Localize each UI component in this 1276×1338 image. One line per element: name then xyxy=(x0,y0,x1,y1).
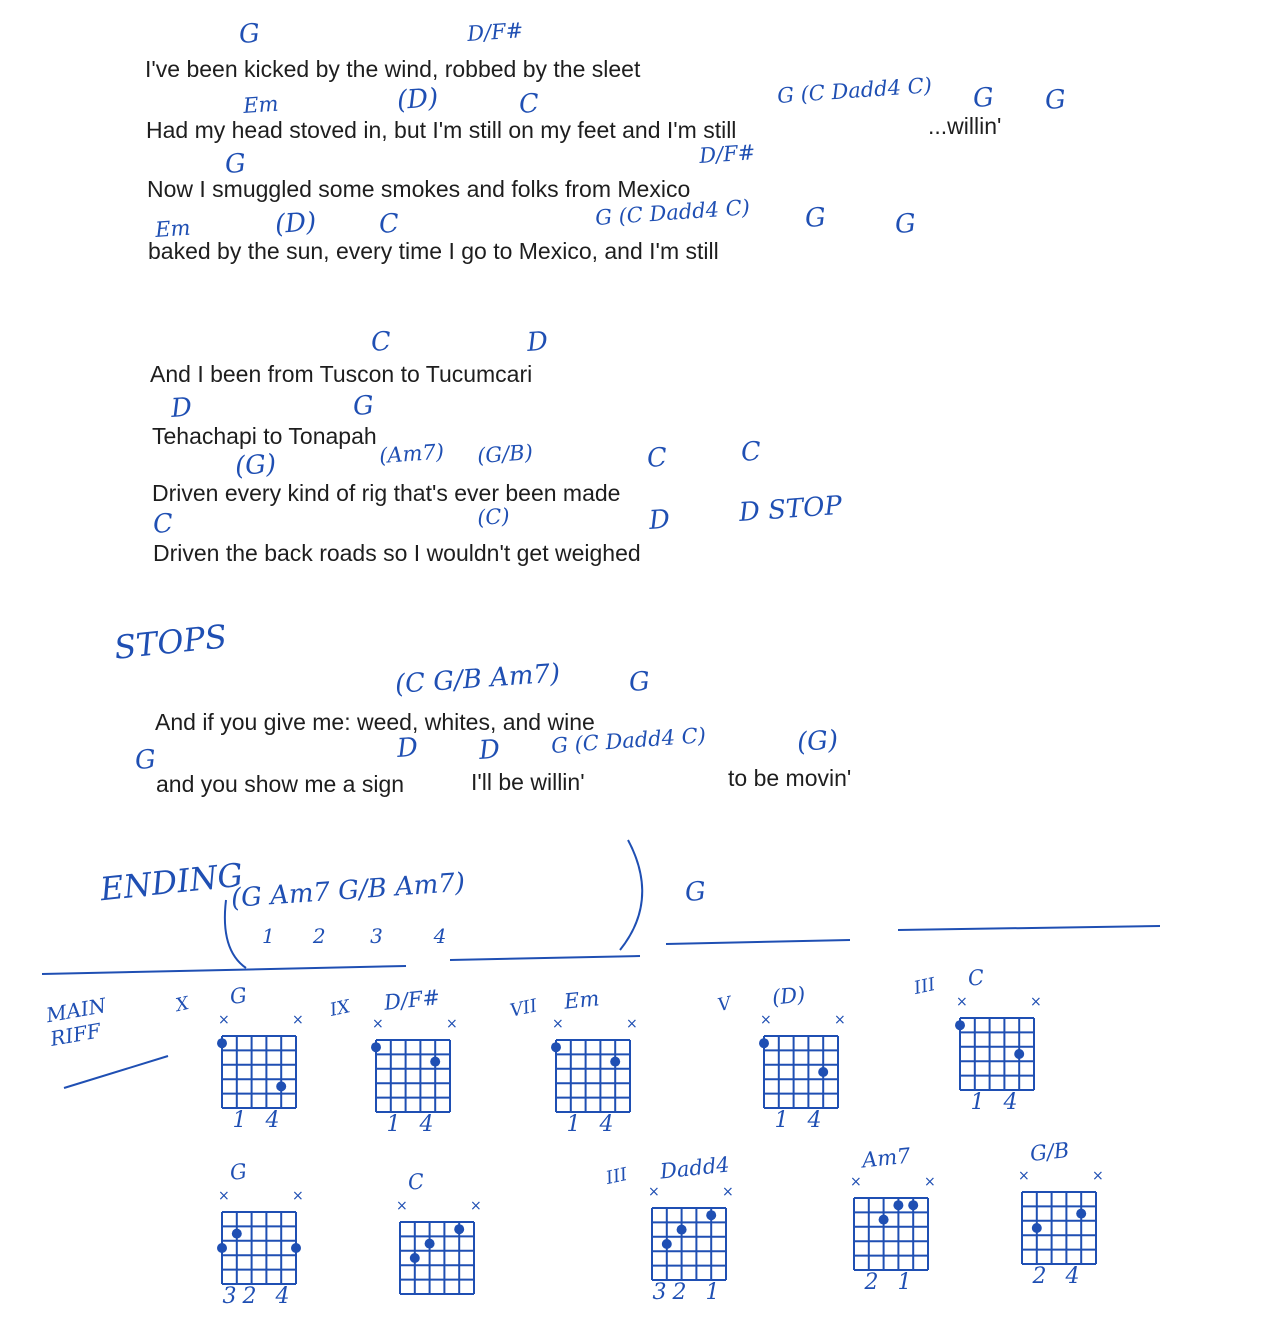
finger-dot xyxy=(955,1020,965,1030)
chord-chart-position: IX xyxy=(328,996,352,1021)
finger-dot xyxy=(371,1042,381,1052)
chord-c5: C xyxy=(518,88,540,120)
muted-string-mark: × xyxy=(470,1198,482,1214)
chord-chart-name: G xyxy=(228,1159,248,1185)
chord-c36: (G) xyxy=(796,725,840,758)
chord-chart-position: VII xyxy=(508,995,540,1022)
finger-dot xyxy=(908,1200,918,1210)
chord-c3: Em xyxy=(242,91,280,118)
chord-chart-position: X xyxy=(173,992,191,1017)
chord-c11: Em xyxy=(154,215,192,242)
lyric-line-8: Driven the back roads so I wouldn't get weighed xyxy=(153,540,641,566)
chord-c18: D xyxy=(526,326,549,358)
muted-string-mark: × xyxy=(292,1012,304,1028)
chord-chart-name: G xyxy=(228,983,248,1009)
chord-chart xyxy=(216,1159,304,1312)
muted-string-mark: × xyxy=(760,1012,772,1028)
chord-c27: (C) xyxy=(476,503,511,530)
chord-c35: G (C Dadd4 C) xyxy=(550,723,707,758)
chord-chart xyxy=(328,985,458,1140)
chord-c9: G xyxy=(224,148,247,180)
lyric-line-6: Tehachapi to Tonapah xyxy=(152,423,377,449)
chord-c23: (G/B) xyxy=(476,440,534,468)
muted-string-mark: × xyxy=(218,1012,230,1028)
chord-chart-name: Dadd4 xyxy=(658,1152,731,1184)
muted-string-mark: × xyxy=(850,1174,862,1190)
chord-c26: C xyxy=(152,508,174,540)
stops-label: STOPS xyxy=(112,617,229,667)
chord-chart-name: Am7 xyxy=(860,1143,912,1173)
chord-chart-fingering: 2 1 xyxy=(864,1270,918,1295)
finger-dot xyxy=(217,1243,227,1253)
chord-c24: C xyxy=(646,442,668,474)
finger-dot xyxy=(454,1224,464,1234)
chord-c17: C xyxy=(370,326,392,358)
ending-label: ENDING xyxy=(98,855,245,909)
finger-dot xyxy=(893,1200,903,1210)
finger-dot xyxy=(818,1067,828,1077)
chord-c20: G xyxy=(352,390,375,422)
chord-chart-fingering: 1 4 xyxy=(774,1108,828,1133)
lyric-line-2-end: ...willin' xyxy=(928,113,1002,139)
chord-chart-position: III xyxy=(912,974,938,999)
chord-c6: G (C Dadd4 C) xyxy=(776,73,933,108)
chord-c12: (D) xyxy=(274,207,318,240)
muted-string-mark: × xyxy=(552,1016,564,1032)
chord-chart-name: C xyxy=(406,1169,426,1195)
finger-dot xyxy=(410,1253,420,1263)
muted-string-mark: × xyxy=(396,1198,408,1214)
finger-dot xyxy=(706,1210,716,1220)
finger-dot xyxy=(291,1243,301,1253)
chord-chart xyxy=(848,1143,936,1298)
chord-chart-name: G/B xyxy=(1028,1138,1071,1166)
fretboard-diagram xyxy=(394,1198,482,1322)
chord-c13: C xyxy=(378,208,400,240)
finger-dot xyxy=(879,1215,889,1225)
lyric-line-10a: and you show me a sign xyxy=(156,771,405,797)
chord-chart-name: Em xyxy=(562,986,601,1014)
finger-dot xyxy=(430,1057,440,1067)
chord-chart xyxy=(394,1169,482,1322)
chord-chart-fingering: 1 4 xyxy=(566,1112,620,1137)
chord-chart-fingering: 1 4 xyxy=(970,1090,1024,1115)
chord-chart-fingering: 1 4 xyxy=(232,1108,286,1133)
muted-string-mark: × xyxy=(446,1016,458,1032)
chord-c29: D STOP xyxy=(738,490,843,528)
chord-c16: G xyxy=(894,208,917,240)
chord-c32: G xyxy=(134,744,157,776)
chord-c2: D/F# xyxy=(466,18,525,46)
ending-chords: (G Am7 G/B Am7) xyxy=(230,867,467,914)
chord-chart xyxy=(912,965,1042,1118)
lyric-line-7: Driven every kind of rig that's ever been made xyxy=(152,480,621,506)
chord-c33: D xyxy=(396,732,419,764)
chord-chart xyxy=(508,986,638,1140)
finger-dot xyxy=(610,1057,620,1067)
chord-c34: D xyxy=(478,734,501,766)
finger-dot xyxy=(232,1229,242,1239)
chord-chart-name: D/F# xyxy=(382,985,442,1015)
chord-chart xyxy=(173,983,304,1136)
muted-string-mark: × xyxy=(372,1016,384,1032)
muted-string-mark: × xyxy=(924,1174,936,1190)
chord-c30: (C G/B Am7) xyxy=(394,658,562,700)
finger-dot xyxy=(425,1239,435,1249)
muted-string-mark: × xyxy=(1092,1168,1104,1184)
finger-dot xyxy=(662,1239,672,1249)
chord-c31: G xyxy=(628,666,651,698)
chord-c22: (Am7) xyxy=(378,439,445,468)
chord-c19: D xyxy=(170,392,193,424)
ending-counts: 1 2 3 4 xyxy=(262,924,447,948)
muted-string-mark: × xyxy=(292,1188,304,1204)
chord-c25: C xyxy=(740,436,762,468)
chord-c14: G (C Dadd4 C) xyxy=(594,195,751,230)
chord-chart-fingering: 1 4 xyxy=(386,1112,440,1137)
finger-dot xyxy=(217,1038,227,1048)
lyric-line-1: I've been kicked by the wind, robbed by the sleet xyxy=(145,56,641,82)
muted-string-mark: × xyxy=(1030,994,1042,1010)
main-riff-label: MAIN RIFF xyxy=(44,993,108,1051)
ending-final-chord: G xyxy=(684,876,707,908)
chord-chart xyxy=(604,1152,734,1308)
lyric-line-5: And I been from Tuscon to Tucumcari xyxy=(150,361,533,387)
lyric-line-10c: to be movin' xyxy=(728,765,852,791)
chord-c28: D xyxy=(648,504,671,536)
finger-dot xyxy=(276,1081,286,1091)
chord-chart-name: C xyxy=(966,965,986,991)
muted-string-mark: × xyxy=(834,1012,846,1028)
chord-chart-position: III xyxy=(604,1164,630,1189)
chord-chart-fingering: 2 4 xyxy=(1032,1264,1086,1289)
lyric-line-3: Now I smuggled some smokes and folks from Mexico xyxy=(147,176,691,202)
finger-dot xyxy=(759,1038,769,1048)
finger-dot xyxy=(1076,1209,1086,1219)
chord-chart xyxy=(715,982,846,1136)
lyric-line-10b: I'll be willin' xyxy=(471,769,585,795)
chord-chart-fingering: 32 1 xyxy=(652,1280,726,1305)
chord-chart-position: V xyxy=(715,992,734,1017)
chord-c15: G xyxy=(804,202,827,234)
finger-dot xyxy=(677,1225,687,1235)
finger-dot xyxy=(1014,1049,1024,1059)
finger-dot xyxy=(551,1042,561,1052)
lyric-line-4: baked by the sun, every time I go to Mexico, and I'm still xyxy=(148,238,719,264)
muted-string-mark: × xyxy=(956,994,968,1010)
lyric-line-9: And if you give me: weed, whites, and wine xyxy=(155,709,595,735)
chord-chart-name: (D) xyxy=(770,982,807,1010)
chord-c8: G xyxy=(1044,84,1067,116)
chord-c4: (D) xyxy=(396,83,440,116)
finger-dot xyxy=(1032,1223,1042,1233)
chord-c7: G xyxy=(972,82,995,114)
lyric-line-2: Had my head stoved in, but I'm still on my feet and I'm still xyxy=(146,117,737,143)
muted-string-mark: × xyxy=(218,1188,230,1204)
muted-string-mark: × xyxy=(648,1184,660,1200)
chord-c21: (G) xyxy=(234,449,278,482)
muted-string-mark: × xyxy=(1018,1168,1030,1184)
muted-string-mark: × xyxy=(626,1016,638,1032)
chord-c1: G xyxy=(238,18,261,50)
chord-chart-fingering: 32 4 xyxy=(222,1284,296,1309)
chord-c10: D/F# xyxy=(698,140,757,168)
chord-chart xyxy=(1016,1138,1104,1292)
muted-string-mark: × xyxy=(722,1184,734,1200)
